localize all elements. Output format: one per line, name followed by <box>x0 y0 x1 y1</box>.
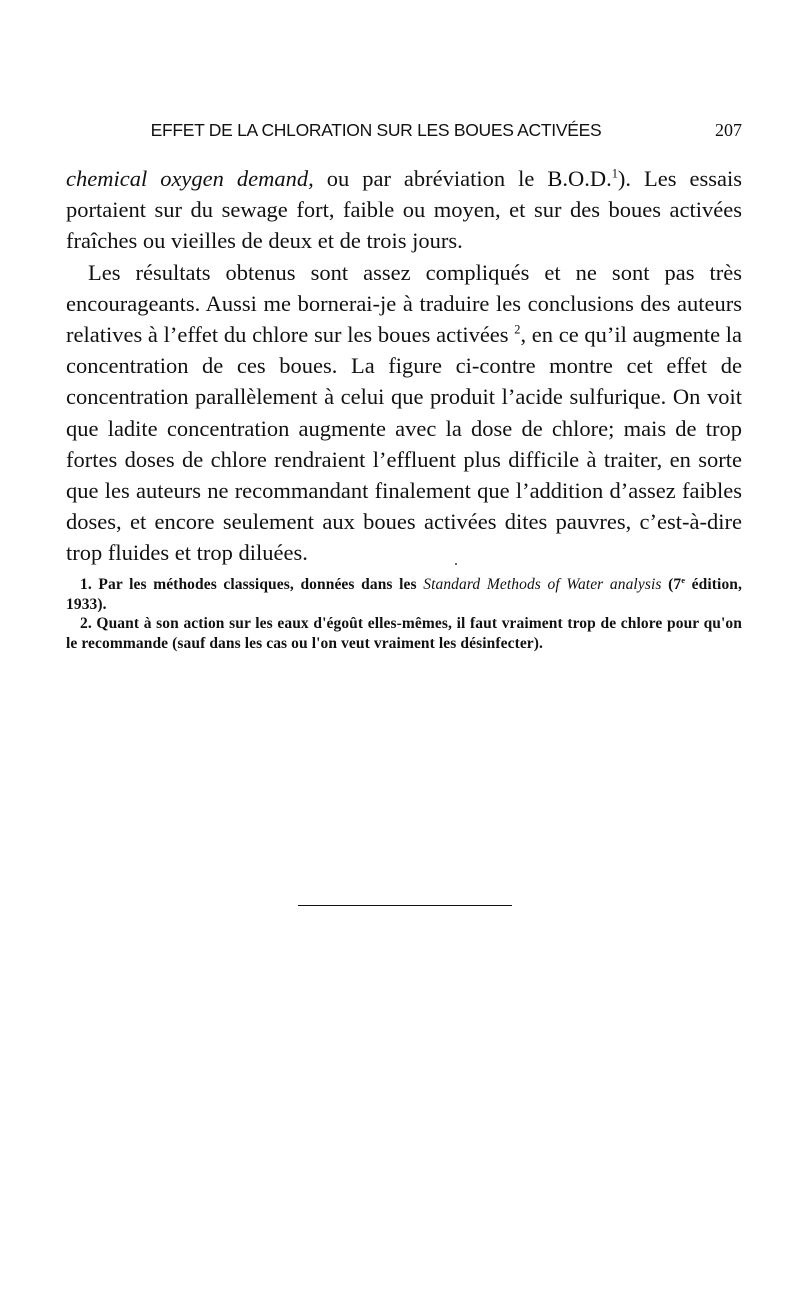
footnote-1-text-c: édition, 1933). <box>66 576 742 613</box>
print-speck <box>455 563 457 565</box>
footnote-1 <box>66 575 742 614</box>
paragraph-2-text-a: Les résultats obtenus sont assez compliqués et ne sont pas très encourageants. Aussi me bornerai-je à traduire les conclusions des auteurs relatives à l’effet du chlore sur les boues activées <box>66 259 742 348</box>
book-page <box>66 0 742 1304</box>
paragraph-1 <box>66 163 742 257</box>
paragraph-1-text-a: ou par abréviation le B.O.D. <box>313 166 612 191</box>
end-rule <box>298 905 512 906</box>
footnote-1-text-a: 1. Par les méthodes classiques, données dans les <box>80 576 424 593</box>
paragraph-2-text-b: , en ce qu’il augmente la concentration de ces boues. La figure ci-contre montre cet effet de concentration parallèlement à celui que produit l’acide sulfurique. On voit que ladite concentration augmente avec la dose de chlore; mais de trop fortes doses de chlore rendraient l’effluent plus difficile à traiter, en sorte que les auteurs ne recommandant finalement que l’addition d’assez faibles doses, et encore seulement aux boues activées dites pauvres, c’est-à-dire trop fluides et trop diluées. <box>66 322 743 566</box>
footnote-1-text-b: (7 <box>661 576 682 593</box>
running-head <box>66 120 742 144</box>
italic-term: chemical oxygen demand, <box>66 166 314 191</box>
footnotes <box>66 575 742 653</box>
footnote-1-sup: e <box>681 574 686 585</box>
paragraph-2 <box>66 257 742 569</box>
body-text <box>66 163 742 569</box>
running-title: EFFET DE LA CHLORATION SUR LES BOUES ACTIVÉES <box>150 120 602 140</box>
footnote-ref-1: 1 <box>611 166 618 181</box>
footnote-1-title: Standard Methods of Water analysis <box>423 576 662 593</box>
page-number: 207 <box>715 120 742 140</box>
footnote-ref-2: 2 <box>514 322 521 337</box>
footnote-2: 2. Quant à son action sur les eaux d'égoût elles-mêmes, il faut vraiment trop de chlore pour qu'on le recommande (sauf dans les cas ou l'on veut vraiment les désinfecter). <box>66 615 742 652</box>
paragraph-1-text-b: ). Les essais portaient sur du sewage fort, faible ou moyen, et sur des boues activées fraîches ou vieilles de deux et de trois jours. <box>66 166 742 254</box>
